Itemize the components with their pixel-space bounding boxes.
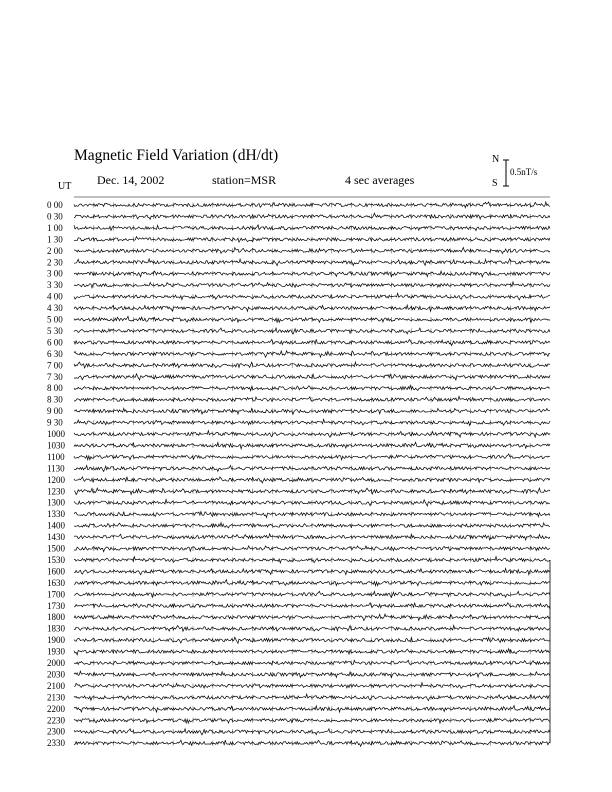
row-label: 2100: [47, 680, 65, 691]
row-label: 1930: [47, 646, 65, 657]
row-label: 2200: [47, 703, 65, 714]
row-label: 6 30: [47, 348, 63, 359]
row-label: 1 30: [47, 234, 63, 245]
row-label: 1100: [47, 451, 65, 462]
chart-date: Dec. 14, 2002: [97, 173, 165, 187]
row-label: 1200: [47, 474, 65, 485]
row-label: 9 00: [47, 406, 63, 417]
row-label: 1000: [47, 429, 65, 439]
row-label: 5 00: [47, 314, 63, 325]
row-label: 1330: [47, 509, 65, 520]
row-label: 5 30: [47, 325, 63, 336]
row-label: 1530: [47, 554, 65, 565]
row-label: 4 30: [47, 303, 63, 314]
scale-value-label: 0.5nT/s: [510, 167, 538, 177]
row-label: 1630: [47, 577, 65, 588]
chart-title: Magnetic Field Variation (dH/dt): [74, 147, 279, 164]
row-label: 1900: [47, 635, 65, 646]
row-label: 6 00: [47, 337, 63, 348]
row-label: 1500: [47, 543, 65, 554]
row-label: 1600: [47, 566, 65, 577]
scale-south-label: S: [492, 178, 498, 189]
row-label: 8 30: [47, 394, 63, 405]
row-label: 1830: [47, 623, 65, 634]
row-label: 4 00: [47, 291, 63, 302]
row-label: 1400: [47, 520, 65, 531]
row-label: 0 30: [47, 211, 63, 222]
row-label: 1300: [47, 497, 65, 508]
row-label: 8 00: [47, 383, 63, 394]
row-label: 3 30: [47, 280, 63, 291]
row-label: 2 30: [47, 257, 63, 268]
row-label: 1430: [47, 532, 65, 543]
row-label: 2330: [47, 738, 65, 749]
row-label: 3 00: [47, 268, 63, 279]
row-label: 2000: [47, 658, 65, 668]
row-label: 1030: [47, 440, 65, 451]
row-label: 9 30: [47, 417, 63, 428]
row-label: 1700: [47, 589, 65, 600]
row-label: 1130: [47, 463, 65, 474]
row-label: 7 00: [47, 360, 63, 371]
row-label: 0 00: [47, 200, 63, 210]
row-label: 2130: [47, 692, 65, 703]
row-label: 2 00: [47, 245, 63, 256]
row-label: 1800: [47, 612, 65, 623]
scale-north-label: N: [492, 154, 500, 165]
row-label: 2230: [47, 715, 65, 726]
row-label: 2300: [47, 726, 65, 737]
row-label: 1730: [47, 600, 65, 611]
row-label: 2030: [47, 669, 65, 680]
chart-averaging: 4 sec averages: [345, 173, 415, 187]
row-label: 7 30: [47, 371, 63, 382]
y-axis-label: UT: [58, 181, 72, 192]
chart-station: station=MSR: [212, 173, 277, 187]
row-label: 1 00: [47, 222, 63, 233]
row-label: 1230: [47, 486, 65, 497]
